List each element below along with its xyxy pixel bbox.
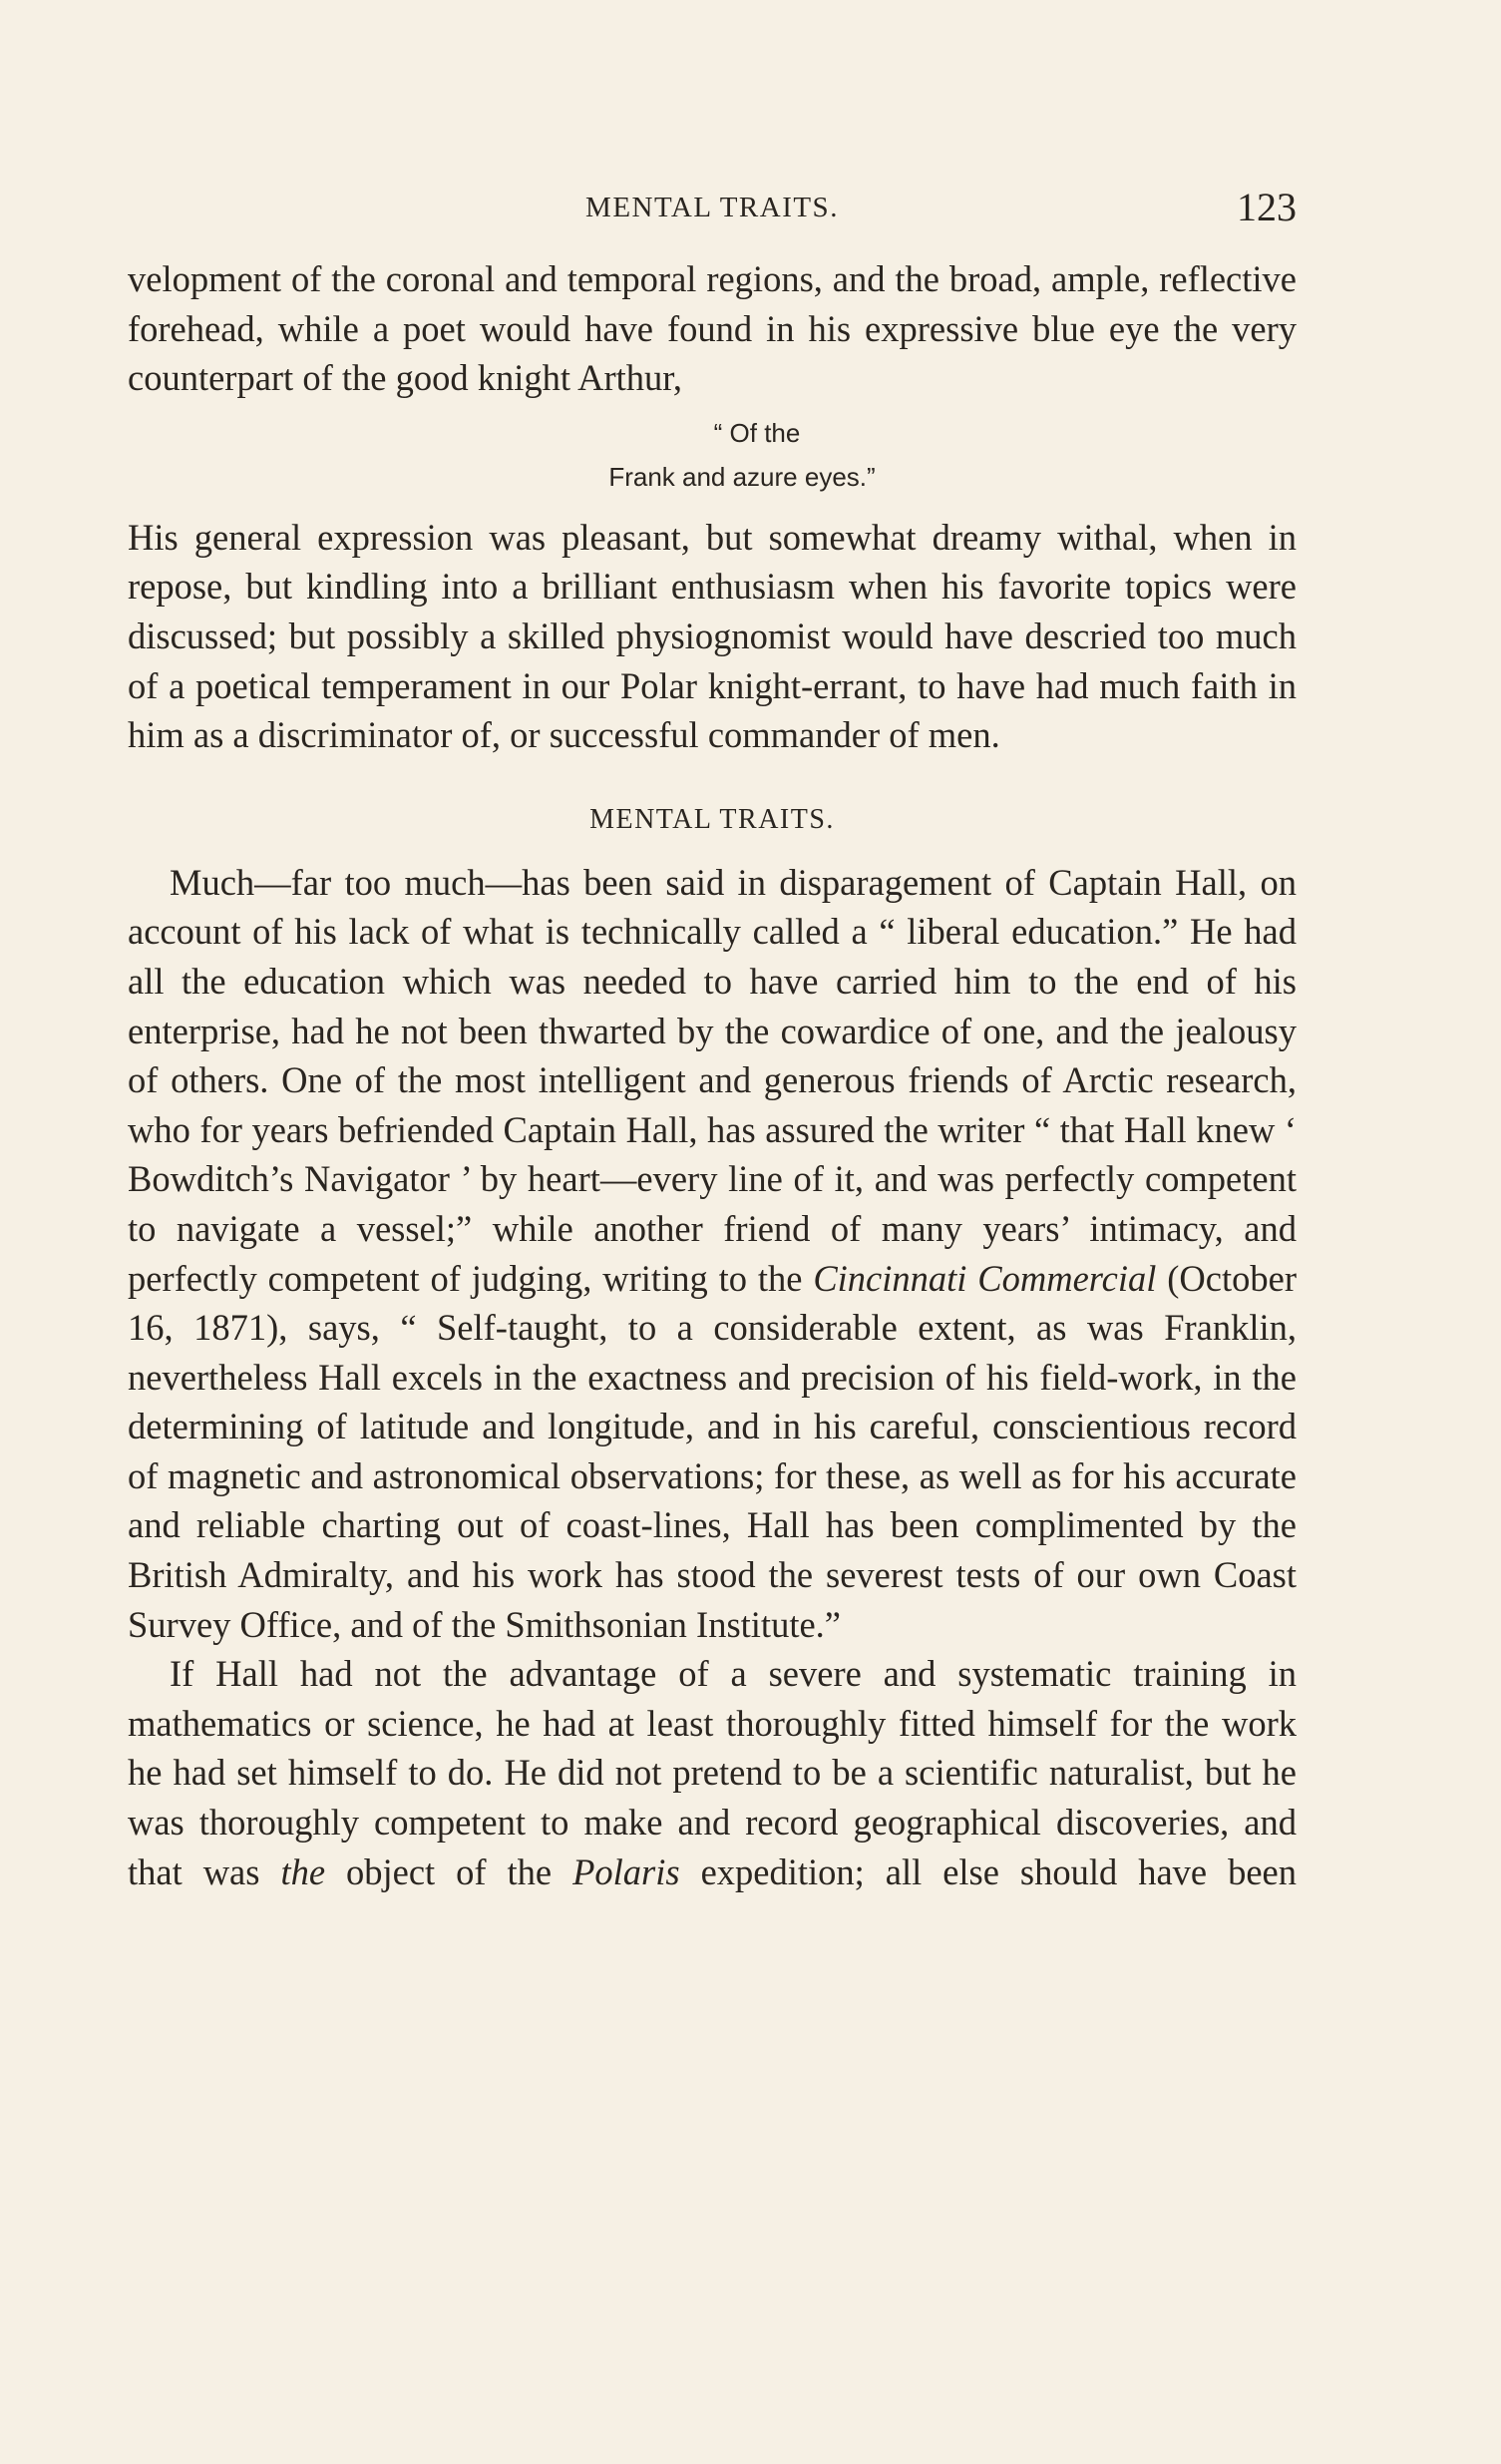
newspaper-title: Cincinnati Commercial: [813, 1257, 1157, 1299]
paragraph-3-text-b: (October 16, 1871), says, “ Self-taught, to a considerable extent, as was Franklin, nevertheless Hall excels in the exactness and precision of his field-work, in the determining of latitude and longitude, and in his careful, conscientious record of magnetic and astronomical observations; for these, as well as for his accurate and reliable charting out of coast-lines, Hall has been complimented by the British Admiralty, and his work has stood the severest tests of our own Coast Survey Office, and of the Smithsonian Institute.”: [128, 1257, 1297, 1645]
paragraph-3: [128, 858, 1297, 1650]
paragraph-4-text-a: If Hall had not the advantage of a severe and systematic training in mathematics or science, he had at least thoroughly fitted himself for the work he had set himself to do. He did not pretend to be a scientific naturalist, but he was thoroughly competent to make and record geographical discoveries, and that was: [128, 1653, 1297, 1892]
paragraph-4-text-b: object of the: [346, 1850, 553, 1892]
running-header: [128, 184, 1297, 233]
block-quote: [128, 411, 1297, 499]
paragraph-1: velopment of the coronal and temporal regions, and the broad, ample, reflective forehead, while a poet would have found in his expressive blue eye the very counterpart of the good knight Arthur,: [128, 258, 1297, 399]
paragraph-2: His general expression was pleasant, but somewhat dreamy withal, when in repose, but kindling into a brilliant enthusiasm when his favorite topics were discussed; but possibly a skilled physiognomist would have descried too much of a poetical temperament in our Polar knight-errant, to have had much faith in him as a discriminator of, or successful commander of men.: [128, 516, 1297, 756]
ship-name: Polaris: [572, 1850, 680, 1892]
paragraph-4-text-c: expedition; all else should have been: [700, 1850, 1297, 1892]
page-number: 123: [1237, 185, 1297, 229]
page-body: [128, 254, 1297, 1896]
emphasis-the: the: [280, 1850, 326, 1892]
quote-line-1: “ Of the: [713, 417, 801, 448]
running-title: MENTAL TRAITS.: [585, 192, 839, 223]
quote-line-2: Frank and azure eyes.”: [608, 461, 876, 492]
section-heading: MENTAL TRAITS.: [589, 803, 835, 835]
paragraph-4: [128, 1649, 1297, 1896]
paragraph-3-text-a: Much—far too much—has been said in disparagement of Captain Hall, on account of his lack of what is technically called a “ liberal education.” He had all the education which was needed to have carried him to the end of his enterprise, had he not been thwarted by the cowardice of one, and the jealousy of others. One of the most intelligent and generous friends of Arctic research, who for years befriended Captain Hall, has assured the writer “ that Hall knew ‘ Bowditch’s Navigator ’ by heart—every line of it, and was perfectly competent to navigate a vessel;” while another friend of many years’ intimacy, and perfectly competent of judging, writing to the: [128, 861, 1297, 1299]
